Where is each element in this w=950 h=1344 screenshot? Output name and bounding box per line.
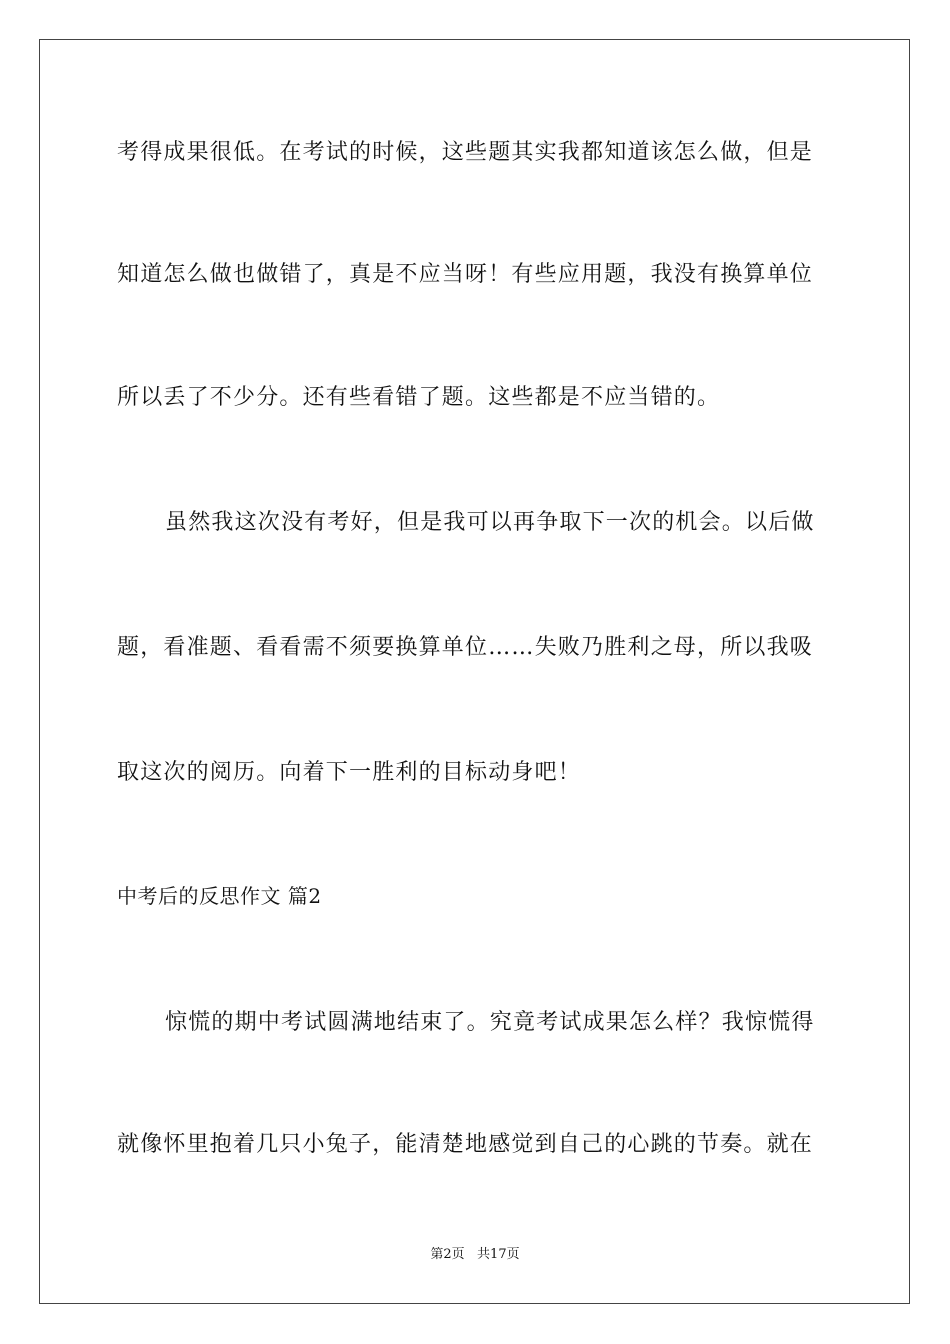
paragraph-1-line-3: 所以丢了不少分。还有些看错了题。这些都是不应当错的。: [117, 385, 721, 410]
paragraph-3-line-1: 惊慌的期中考试圆满地结束了。究竟考试成果怎么样？我惊慌得: [165, 1010, 815, 1035]
paragraph-1-line-1: 考得成果很低。在考试的时候，这些题其实我都知道该怎么做，但是: [117, 140, 814, 165]
page-number-footer: 第2页 共17页: [430, 1247, 520, 1262]
section-heading: 中考后的反思作文 篇2: [117, 884, 322, 908]
page-border: [39, 39, 910, 1304]
paragraph-2-line-3: 取这次的阅历。向着下一胜利的目标动身吧！: [117, 760, 582, 785]
paragraph-2-line-1: 虽然我这次没有考好，但是我可以再争取下一次的机会。以后做: [165, 510, 815, 535]
paragraph-2-line-2: 题，看准题、看看需不须要换算单位……失败乃胜利之母，所以我吸: [117, 635, 814, 660]
paragraph-1-line-2: 知道怎么做也做错了，真是不应当呀！有些应用题，我没有换算单位: [117, 262, 814, 287]
paragraph-3-line-2: 就像怀里抱着几只小兔子，能清楚地感觉到自己的心跳的节奏。就在: [117, 1132, 814, 1157]
